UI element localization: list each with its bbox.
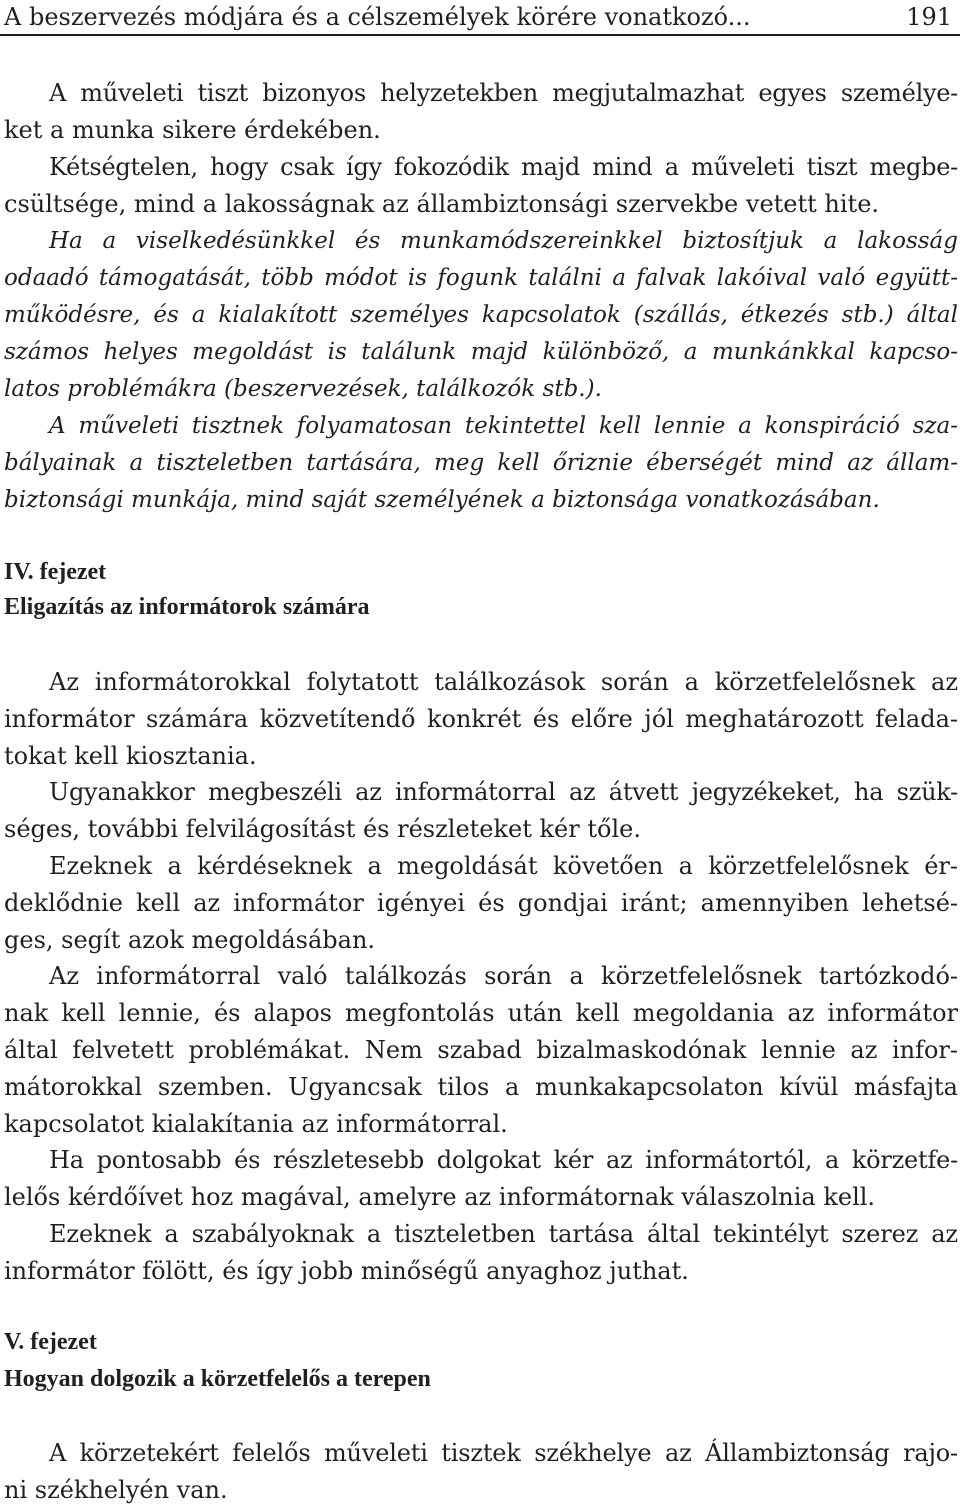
text-line: lelős kérdőívet hoz magával, amelyre az informátornak válaszolnia kell. bbox=[4, 1183, 876, 1211]
paragraph bbox=[4, 664, 958, 775]
chapter-number: IV. fejezet bbox=[4, 559, 107, 585]
running-head bbox=[4, 2, 954, 32]
text-line: által felvetett problémákat. Nem szabad bizalmaskodónak lennie az infor- bbox=[4, 1036, 958, 1064]
chapter-title: Eligazítás az informátorok számára bbox=[4, 594, 370, 620]
paragraph bbox=[4, 848, 958, 959]
paragraph bbox=[4, 75, 958, 149]
text-line: Kétségtelen, hogy csak így fokozódik majd mind a műveleti tiszt megbe- bbox=[49, 153, 958, 181]
text-line: odaadó támogatását, több módot is fogunk találni a falvak lakóival való együtt- bbox=[4, 265, 958, 291]
text-line: számos helyes megoldást is találunk majd különböző, a munkánkkal kapcso- bbox=[4, 339, 958, 365]
page-number: 191 bbox=[906, 3, 952, 31]
text-line: A műveleti tisztnek folyamatosan tekintettel kell lennie a konspiráció sza- bbox=[49, 413, 958, 439]
paragraph-italic bbox=[4, 408, 958, 519]
chapter-number: V. fejezet bbox=[4, 1329, 97, 1355]
text-line: Ha a viselkedésünkkel és munkamódszereinkkel biztosítjuk a lakosság bbox=[49, 228, 958, 254]
paragraph bbox=[4, 1142, 958, 1216]
header-rule bbox=[0, 34, 960, 36]
text-line: informátor fölött, és így jobb minőségű anyaghoz juthat. bbox=[4, 1257, 689, 1285]
text-line: séges, további felvilágosítást és részleteket kér tőle. bbox=[4, 815, 641, 843]
text-line: csültsége, mind a lakosságnak az állambiztonsági szervekbe vetett hite. bbox=[4, 190, 880, 218]
text-line: Az informátorral való találkozás során a körzetfelelősnek tartózkodó- bbox=[49, 962, 958, 990]
text-line: deklődnie kell az informátor igényei és gondjai iránt; amennyiben lehetsé- bbox=[4, 889, 958, 917]
running-title: A beszervezés módjára és a célszemélyek körére vonatkozó... bbox=[4, 3, 751, 31]
chapter-title: Hogyan dolgozik a körzetfelelős a terepen bbox=[4, 1366, 431, 1392]
text-line: Ugyanakkor megbeszéli az informátorral az átvett jegyzékeket, ha szük- bbox=[49, 778, 958, 806]
text-line: ni székhelyén van. bbox=[4, 1476, 228, 1504]
text-line: nak kell lennie, és alapos megfontolás után kell megoldania az informátor bbox=[4, 999, 958, 1027]
paragraph bbox=[4, 149, 958, 223]
text-line: informátor számára közvetítendő konkrét és előre jól meghatározott felada- bbox=[4, 705, 958, 733]
paragraph bbox=[4, 774, 958, 848]
text-line: Ha pontosabb és részletesebb dolgokat kér az informátortól, a körzetfe- bbox=[49, 1146, 958, 1174]
text-line: Az informátorokkal folytatott találkozások során a körzetfelelősnek az bbox=[49, 668, 958, 696]
text-line: mátorokkal szemben. Ugyancsak tilos a munkakapcsolaton kívül másfajta bbox=[4, 1073, 958, 1101]
text-line: Ezeknek a kérdéseknek a megoldását követően a körzetfelelősnek ér- bbox=[49, 852, 958, 880]
paragraph-italic bbox=[4, 223, 958, 408]
text-line: kapcsolatot kialakítania az informátorral. bbox=[4, 1110, 508, 1138]
paragraph bbox=[4, 1216, 958, 1290]
text-line: bályainak a tiszteletben tartására, meg kell őriznie éberségét mind az állam- bbox=[4, 450, 958, 476]
paragraph bbox=[4, 958, 958, 1143]
paragraph bbox=[4, 1435, 958, 1509]
text-line: A körzetekért felelős műveleti tisztek székhelye az Állambiztonság rajo- bbox=[49, 1439, 958, 1467]
text-line: ges, segít azok megoldásában. bbox=[4, 926, 376, 954]
text-line: Ezeknek a szabályoknak a tiszteletben tartása által tekintélyt szerez az bbox=[49, 1220, 958, 1248]
text-line: tokat kell kiosztania. bbox=[4, 742, 257, 770]
text-line: latos problémákra (beszervezések, találkozók stb.). bbox=[4, 376, 602, 402]
text-line: működésre, és a kialakított személyes kapcsolatok (szállás, étkezés stb.) által bbox=[4, 302, 958, 328]
text-line: ket a munka sikere érdekében. bbox=[4, 116, 381, 144]
text-line: A műveleti tiszt bizonyos helyzetekben megjutalmazhat egyes személye- bbox=[49, 79, 958, 107]
text-line: biztonsági munkája, mind saját személyének a biztonsága vonatkozásában. bbox=[4, 487, 880, 513]
